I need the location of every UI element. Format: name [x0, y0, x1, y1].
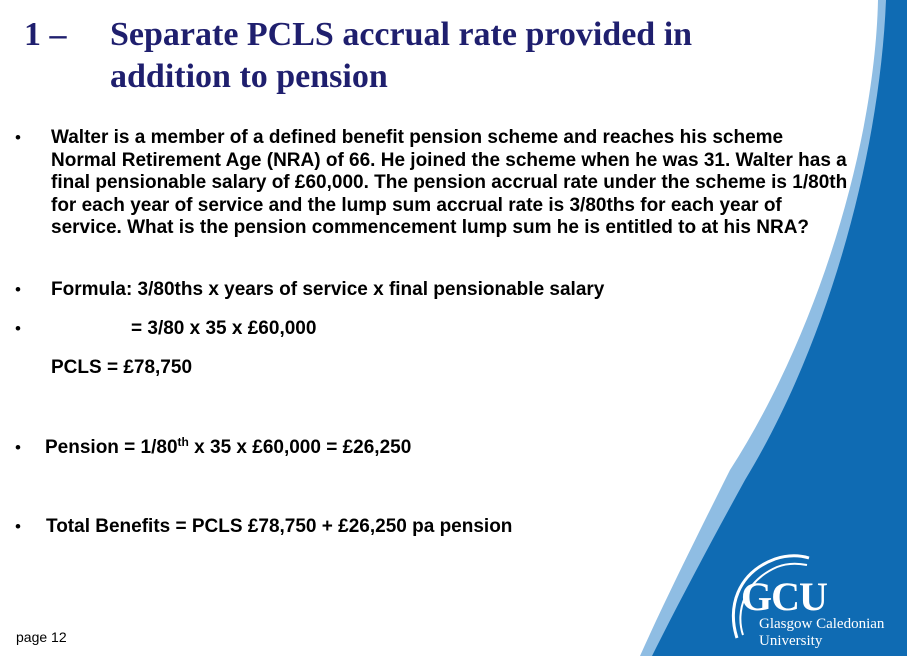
bullet-formula — [15, 279, 815, 303]
bullet-marker: • — [15, 280, 21, 299]
total-text: Total Benefits = PCLS £78,750 + £26,250 pa pension — [46, 516, 513, 537]
formula-text: Formula: 3/80ths x years of service x final pensionable salary — [51, 279, 605, 300]
bullet-calculation — [15, 318, 815, 342]
pension-prefix: Pension = 1/80 — [45, 437, 178, 458]
title-number: 1 – — [24, 16, 67, 53]
scenario-text: Walter is a member of a defined benefit pension scheme and reaches his scheme Normal Retirement Age (NRA) of 66. He joined the scheme when he was 31. Walter has a final pensionable salary of £60,000. The pension accrual rate under the scheme is 1/80th for each year of service and the lump sum accrual rate is 3/80ths for each year of service. What is the pension commencement lump sum he is entitled to at his NRA? — [51, 127, 848, 238]
bullet-scenario — [15, 127, 855, 267]
logo-name-line1: Glasgow Caledonian — [759, 616, 885, 632]
bullet-marker: • — [15, 319, 21, 338]
pcls-result: PCLS = £78,750 — [51, 357, 193, 378]
bullet-total — [15, 516, 815, 540]
pension-superscript: th — [177, 435, 189, 449]
pension-suffix: x 35 x £60,000 = £26,250 — [188, 437, 412, 458]
bullet-marker: • — [15, 438, 21, 457]
bullet-marker: • — [15, 517, 21, 536]
title-text: Separate PCLS accrual rate provided in addition to pension — [110, 16, 693, 95]
page-number: page 12 — [16, 629, 67, 645]
bullet-marker: • — [15, 128, 21, 147]
logo-name-line2: University — [759, 633, 823, 649]
bullet-pension — [15, 437, 815, 461]
pension-text — [45, 437, 411, 460]
gcu-logo — [727, 553, 902, 653]
logo-abbreviation: GCU — [741, 574, 827, 619]
calculation-text: = 3/80 x 35 x £60,000 — [131, 318, 317, 339]
